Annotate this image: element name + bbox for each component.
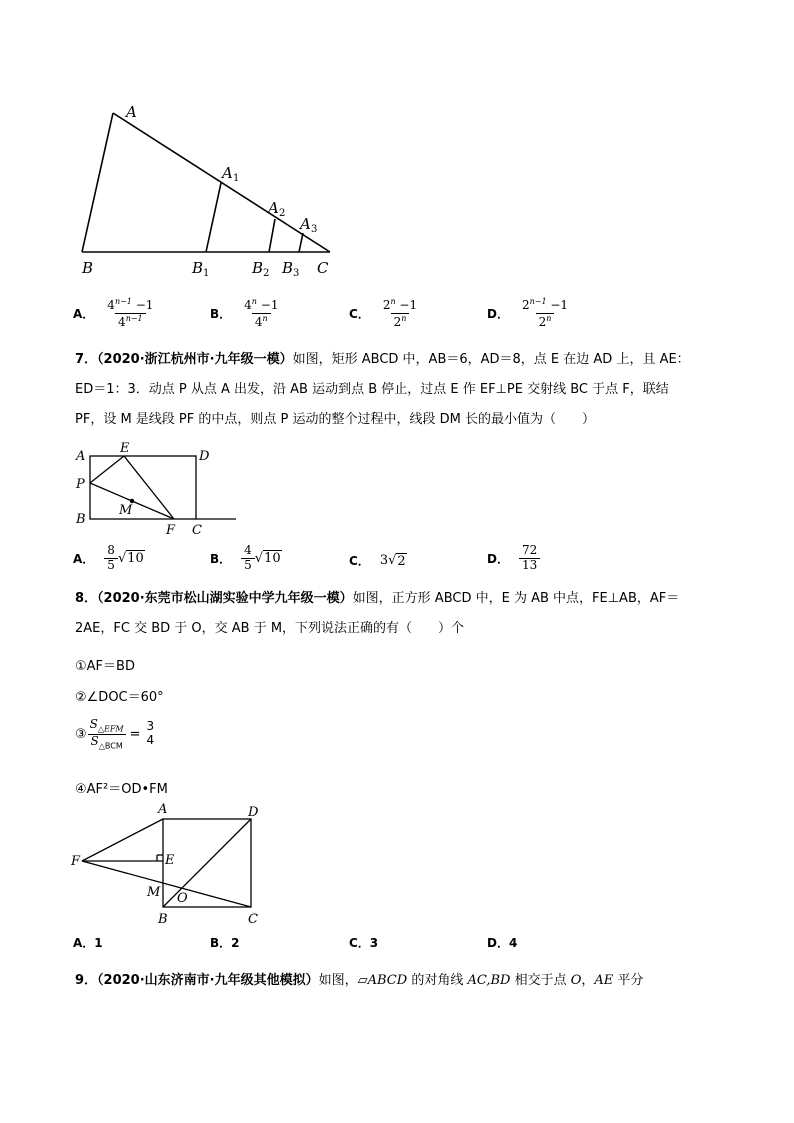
label-B3-sub: 3	[293, 268, 300, 279]
q7-option-d[interactable]	[487, 544, 540, 573]
q8-label-B: B	[158, 912, 168, 927]
q7-line3: PF，设 M 是线段 PF 的中点，则点 P 运动的整个过程中，线段 DM 长的最小值为（ ）	[75, 412, 595, 427]
label-A3-sub: 3	[311, 224, 318, 235]
q7-label-M: M	[119, 503, 133, 518]
q7-line2: ED＝1：3．动点 P 从点 A 出发，沿 AB 运动到点 B 停止，过点 E 作 EF⊥PE 交射线 BC 于点 F，联结	[75, 382, 669, 397]
label-B1: B	[192, 259, 204, 277]
label-A1-sub: 1	[233, 173, 240, 184]
q7-option-a-root: 10	[127, 551, 144, 567]
q6-option-c[interactable]	[349, 297, 420, 330]
q8-statement-3: ③ $\frac{S_{\triangle EFM}}{S_{\triangle BCM}}$ = 3 4	[75, 718, 157, 750]
q7-label-D: D	[199, 449, 210, 464]
label-B: B	[82, 259, 94, 277]
figure-triangle-parallels	[70, 95, 350, 285]
q8-statement-2: ②∠DOC＝60°	[75, 690, 164, 705]
q8-option-a[interactable]: A．1	[73, 936, 103, 950]
q7-label-B: B	[76, 512, 86, 527]
q7-line1: 7．（2020·浙江杭州市·九年级一模）如图，矩形 ABCD 中，AB＝6，AD＝8，点 E 在边 AD 上，且 AE：	[75, 352, 690, 367]
q7-option-c[interactable]: C． 3 √ 2	[349, 553, 406, 569]
q8-option-d[interactable]: D．4	[487, 936, 518, 950]
q9-text: 9．（2020·山东济南市·九年级其他模拟）如图，▱ABCD 的对角线 AC,BD 相交于点 O，AE 平分	[75, 973, 644, 988]
q7-option-c-coef: 3	[379, 553, 389, 568]
q8-option-b[interactable]: B．2	[210, 936, 240, 950]
q7-option-b-label: B．	[210, 551, 232, 566]
q6-option-d-fraction: $\frac{2^{n-1} -1}{2^n}$	[521, 297, 569, 329]
q8-statement-3-value: 3 4	[146, 719, 155, 748]
q6-option-a-label: A．	[73, 306, 95, 321]
label-B2: B	[252, 259, 264, 277]
q7-label-P: P	[76, 477, 85, 492]
label-B1-sub: 1	[203, 268, 210, 279]
q7-option-b-fraction: $\frac{4}{5}$	[241, 544, 255, 573]
q8-line2: 2AE，FC 交 BD 于 O，交 AB 于 M，下列说法正确的有（ ）个	[75, 621, 465, 636]
q7-figure-rectangle	[70, 438, 250, 538]
q8-statement-1: ①AF＝BD	[75, 659, 135, 674]
q6-option-b-fraction: $\frac{4^n -1}{4^n}$	[244, 297, 279, 329]
q8-statement-4: ④AF²＝OD•FM	[75, 782, 168, 797]
q6-option-d[interactable]	[487, 297, 571, 330]
q7-option-c-root: 2	[397, 553, 406, 569]
q8-option-c[interactable]: C．3	[349, 936, 379, 950]
q7-text	[75, 345, 720, 435]
q7-option-a-label: A．	[73, 551, 95, 566]
q6-option-b[interactable]	[210, 297, 281, 330]
q7-option-b-root: 10	[264, 551, 281, 567]
q8-figure-square	[68, 798, 268, 928]
q7-label-F: F	[166, 523, 176, 538]
q8-text	[75, 584, 720, 644]
q8-label-M: M	[147, 885, 161, 900]
q7-option-a[interactable]: A． $\frac{8}{5}$ √ 10	[73, 543, 144, 572]
q6-option-c-label: C．	[349, 306, 370, 321]
label-A: A	[126, 103, 137, 121]
q6-option-b-label: B．	[210, 306, 232, 321]
q8-label-D: D	[248, 805, 259, 820]
q7-option-c-label: C．	[349, 554, 370, 568]
q7-option-d-label: D．	[487, 551, 509, 566]
q6-option-d-label: D．	[487, 306, 509, 321]
q8-statement-3-area-ratio: $\frac{S_{\triangle EFM}}{S_{\triangle BCM}}$	[87, 718, 127, 750]
label-B2-sub: 2	[263, 268, 270, 279]
label-C: C	[317, 259, 329, 277]
q7-option-d-fraction: $\frac{72}{13}$	[519, 544, 540, 573]
q6-option-c-fraction: $\frac{2^n -1}{2^n}$	[382, 297, 418, 329]
q7-label-A: A	[76, 449, 86, 464]
label-A2-sub: 2	[279, 208, 286, 219]
q8-label-C: C	[248, 912, 258, 927]
q8-label-A: A	[158, 802, 168, 817]
q7-label-E: E	[120, 441, 130, 456]
q7-option-b[interactable]: B． $\frac{4}{5}$ √ 10	[210, 543, 281, 572]
q7-label-C: C	[192, 523, 202, 538]
label-A1: A	[222, 164, 233, 182]
q6-option-a-fraction: $\frac{4^{n-1} -1}{4^{n-1}}$	[107, 297, 154, 329]
label-A2: A	[268, 199, 279, 217]
label-A3: A	[300, 215, 311, 233]
label-B3: B	[282, 259, 294, 277]
q8-label-E: E	[165, 853, 175, 868]
q8-line1: 8．（2020·东莞市松山湖实验中学九年级一模）如图，正方形 ABCD 中，E 为 AB 中点，FE⊥AB，AF＝	[75, 591, 680, 606]
q8-label-O: O	[177, 891, 188, 906]
q6-option-a[interactable]	[73, 297, 156, 330]
q7-option-a-fraction: $\frac{8}{5}$	[104, 544, 118, 573]
q8-label-F: F	[71, 854, 81, 869]
